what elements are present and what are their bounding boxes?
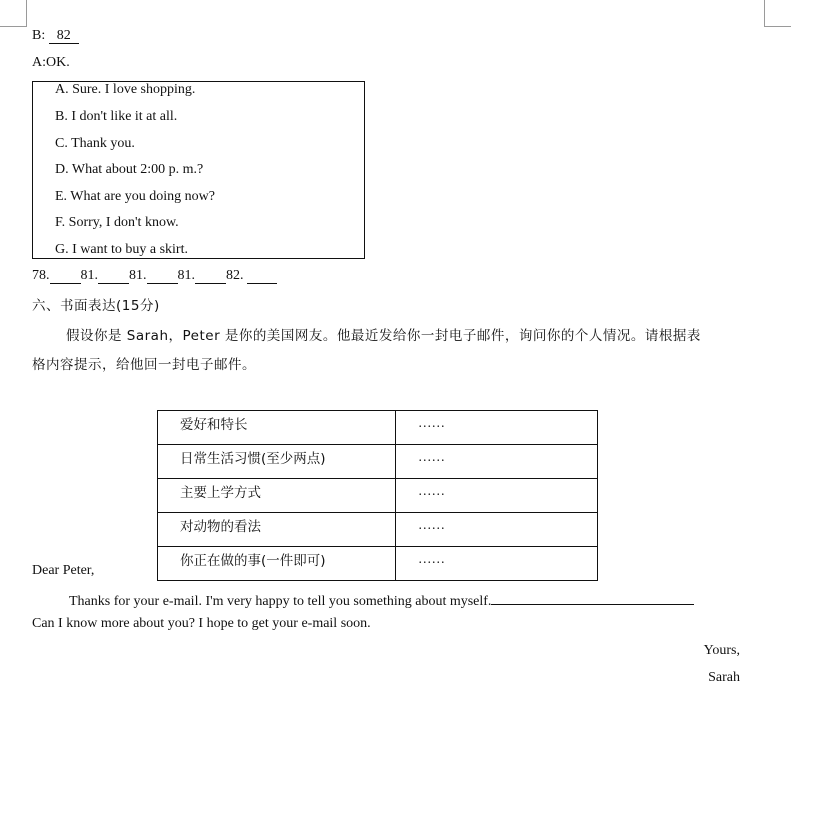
answer-number: 81. (177, 268, 195, 283)
table-hint: …… (396, 479, 598, 513)
letter-body-line-2: Can I know more about you? I hope to get your e-mail soon. (32, 616, 371, 631)
letter-body-line-1 (69, 590, 694, 610)
table-topic: 你正在做的事(一件即可) (158, 547, 396, 581)
table-topic: 主要上学方式 (158, 479, 396, 513)
info-table (157, 410, 598, 581)
table-hint: …… (396, 411, 598, 445)
answer-blank (147, 269, 178, 284)
section-heading: 六、书面表达(15分) (32, 298, 160, 314)
table-hint: …… (396, 547, 598, 581)
corner-mark-top-right (764, 0, 791, 27)
answer-blank (98, 269, 129, 284)
option-c: C. Thank you. (55, 136, 135, 151)
letter-signature: Sarah (708, 670, 740, 685)
table-row (158, 479, 598, 513)
answer-blank-82: 82 (49, 29, 79, 44)
writing-blank-line (491, 590, 694, 605)
option-f: F. Sorry, I don't know. (55, 215, 179, 230)
corner-mark-top-left (0, 0, 27, 27)
answer-number: 82. (226, 268, 244, 283)
option-a: A. Sure. I love shopping. (55, 82, 196, 97)
speaker-b-label: B: (32, 28, 46, 43)
letter-greeting: Dear Peter, (32, 563, 95, 578)
dialogue-b-line (32, 28, 79, 44)
options-box (32, 81, 365, 259)
answer-number: 78. (32, 268, 50, 283)
dialogue-a-line: A:OK. (32, 55, 70, 70)
prompt-line-2: 格内容提示，给他回一封电子邮件。 (32, 357, 256, 373)
table-hint: …… (396, 513, 598, 547)
answer-blank (247, 269, 277, 284)
table-topic: 对动物的看法 (158, 513, 396, 547)
table-topic: 爱好和特长 (158, 411, 396, 445)
answer-blank (195, 269, 226, 284)
option-b: B. I don't like it at all. (55, 109, 178, 124)
table-row (158, 411, 598, 445)
answer-blank (50, 269, 81, 284)
answer-number: 81. (129, 268, 147, 283)
option-e: E. What are you doing now? (55, 189, 215, 204)
table-hint: …… (396, 445, 598, 479)
answer-blanks-row (32, 268, 277, 284)
option-g: G. I want to buy a skirt. (55, 242, 188, 257)
answer-number: 81. (80, 268, 98, 283)
table-topic: 日常生活习惯(至少两点) (158, 445, 396, 479)
option-d: D. What about 2:00 p. m.? (55, 162, 204, 177)
prompt-line-1: 假设你是 Sarah，Peter 是你的美国网友。他最近发给你一封电子邮件，询问你的个人情况。请根据表 (66, 328, 701, 344)
letter-closing: Yours, (703, 643, 740, 658)
table-row (158, 547, 598, 581)
table-row (158, 513, 598, 547)
table-row (158, 445, 598, 479)
letter-body-text: Thanks for your e-mail. I'm very happy to tell you something about myself. (69, 594, 492, 609)
